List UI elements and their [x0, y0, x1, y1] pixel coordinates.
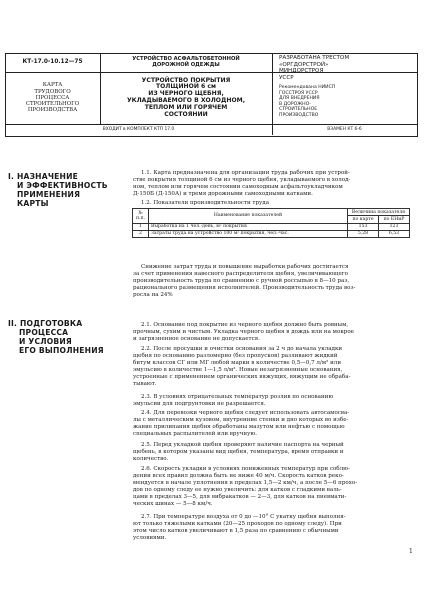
paragraph-2-4 [133, 410, 408, 438]
th-number: № п.п. [133, 209, 149, 224]
main-title-line1: УСТРОЙСТВО ПОКРЫТИЯ [141, 76, 231, 84]
replaces-card-text: ВЗАМЕН КТ 6-6 [327, 126, 362, 132]
main-title-line5: ТЕПЛОМ ИЛИ ГОРЯЧЕМ [144, 103, 228, 111]
p27-line1: 2.7. При температуре воздуха от 0 до —10° С укатку щебня выполня- [141, 514, 346, 520]
p27-line2: ют только тяжелыми катками (20—25 проходов по одному следу). При [133, 521, 342, 528]
paragraph-2-1 [133, 322, 408, 343]
p12-line1: 1.2. Показатели производительности труда [141, 200, 270, 206]
section1-title [8, 173, 128, 209]
row2-card: 5,28 [348, 230, 379, 237]
paragraph-2-3 [133, 394, 408, 408]
row1-number: 1 [133, 223, 149, 230]
paragraph-1-1 [133, 170, 408, 198]
card-type-line4: СТРОИТЕЛЬНОГО [25, 101, 80, 108]
card-type [5, 72, 100, 124]
row1-name: Выработка на 1 чел.-день, м² покрытия [149, 223, 348, 230]
main-title [100, 72, 272, 124]
p26-line1: 2.6. Скорость укладки в условиях пониженных температур при соблю- [141, 466, 350, 472]
included-in-set-text: ВХОДИТ в КОМПЛЕКТ КТП 17.0 [102, 126, 175, 132]
developer-info [279, 55, 414, 82]
row2-number: 2 [133, 230, 149, 237]
p25-line1: 2.5. Перед укладкой щебня проверяют наличие паспорта на черный [141, 442, 344, 448]
p24-line3: жание прилипания щебня обработаны мазутом или нефтью с помощью [133, 424, 345, 431]
table-header-row [133, 209, 410, 216]
table-row [133, 223, 410, 230]
table-row [133, 230, 410, 237]
card-type-line1: КАРТА [42, 82, 63, 89]
section1-title-line2: И ЭФФЕКТИВНОСТЬ [17, 180, 108, 190]
section2-title [8, 320, 128, 356]
developer-line1: РАЗРАБОТАНА ТРЕСТОМ [279, 55, 350, 61]
p22-line1: 2.2. После просушки и очистки основания за 2 ч до начала укладки [141, 346, 343, 352]
paragraph-2-2 [133, 346, 408, 389]
paragraph-2-5 [133, 442, 408, 463]
p13-line2: за счет применения навесного распределителя щебня, увеличивающего [133, 271, 348, 278]
p23-line2: эмульсии для подгрунтовки не разрешается. [133, 401, 266, 408]
recommended-line3: ДЛЯ ВНЕДРЕНИЯ [279, 96, 320, 101]
p24-line2: лы с металлическим кузовом, внутренние стенки и дно которых во избе- [133, 417, 349, 424]
card-type-line2: ТРУДОВОГО [34, 88, 71, 95]
p21-line3: и загрязненное основание не допускается. [133, 336, 260, 343]
paragraph-1-2 [133, 200, 408, 207]
title-top [100, 53, 272, 72]
p11-line2: стве покрытия толщиной 6 см из черного щебня, укладываемого в холод- [133, 177, 351, 184]
section1-title-line3: ПРИМЕНЕНИЯ [17, 189, 81, 199]
section1-title-line4: КАРТЫ [17, 198, 49, 208]
p22-line5: устроенные с применением органических вяжущих, вяжущим не обраба- [133, 374, 351, 381]
th-value: Величина показателя [348, 209, 410, 216]
p26-line3: мендуется в начале уплотнения в пределах 1,5—2 км/ч, а после 5—6 прохо- [133, 480, 358, 487]
developer-line2: «ОРГДОРСТРОЙ» [279, 61, 329, 68]
title-top-line1: УСТРОЙСТВО АСФАЛЬТОБЕТОННОЙ [132, 55, 240, 62]
p27-line4: условиями. [133, 535, 167, 542]
p25-line3: количество. [133, 456, 169, 463]
section2-title-line1: II. ПОДГОТОВКА [8, 319, 83, 328]
p24-line1: 2.4. Для перевозки черного щебня следует использовать автосамосва- [141, 410, 350, 416]
page-number: 1 [409, 548, 413, 555]
p22-line4: эмульсию в количестве 1—1,5 л/м². Новые незагрязненные основания, [133, 367, 343, 374]
recommended-line1: Рекомендована НИИСП [279, 85, 336, 90]
p21-line2: прочным, сухим и чистым. Укладка черного щебня в дождь или на мокрое [133, 329, 354, 336]
p11-line1: 1.1. Карта предназначена для организации труда рабочих при устрой- [141, 170, 350, 176]
paragraph-efficiency [133, 264, 408, 299]
p11-line4: Д-150Б (Д-150А) и тремя дорожными самоходными катками. [133, 191, 313, 198]
section2-title-line2: ПРОЦЕССА [19, 327, 69, 337]
p11-line3: ном, теплом или горячем состоянии самоходным асфальтоукладчиком [133, 184, 343, 191]
p26-line6: ческих шинах — 5—8 км/ч. [133, 501, 213, 508]
card-type-line5: ПРОИЗВОДСТВА [27, 107, 78, 114]
section2-title-line3: И УСЛОВИЯ [19, 336, 72, 346]
recommended-line2: ГОССТРОЯ УССР [279, 90, 318, 96]
p22-line6: тывают. [133, 381, 157, 388]
p13-line1: Снижение затрат труда и повышение выработки рабочих достигается [141, 264, 349, 270]
section1-title-line1: I. НАЗНАЧЕНИЕ [8, 172, 79, 181]
included-in-set [5, 124, 272, 135]
p13-line4: рационального размещения исполнителей. Производительность труда воз- [133, 285, 356, 292]
recommended-line6: ПРОИЗВОДСТВО [279, 112, 319, 118]
row1-enir: 123 [379, 223, 410, 230]
th-card: по карте [348, 216, 379, 223]
row2-enir: 6,53 [379, 230, 410, 237]
recommended-line4: В ДОРОЖНО- [279, 101, 311, 107]
title-top-line2: ДОРОЖНОЙ ОДЕЖДЫ [152, 61, 220, 68]
main-title-line4: УКЛАДЫВАЕМОГО В ХОЛОДНОМ, [126, 97, 246, 104]
p25-line2: щебень, в котором указаны вид щебня, температура, время отправки и [133, 449, 344, 456]
th-enir: по ЕНиР [379, 216, 410, 223]
card-code-text: КТ-17.0-10.12—75 [22, 59, 83, 66]
p26-line4: дов по одному следу ее нужно увеличить: для катков с гладкими валь- [133, 487, 342, 494]
replaces-card [272, 124, 417, 135]
developer-line4: УССР [279, 75, 294, 82]
productivity-table [132, 208, 410, 238]
p24-line4: специальных распылителей или вручную. [133, 431, 257, 438]
paragraph-2-6 [133, 466, 408, 509]
p13-line3: производительность труда по сравнению с ручной россыпью в 8—10 раз, [133, 278, 350, 285]
th-name: Наименование показателей [149, 209, 348, 224]
p21-line1: 2.1. Основание под покрытие из черного щебня должно быть ровным, [141, 322, 349, 328]
p26-line2: дении всех правил должна быть не ниже 40 м/ч. Скорость катков реко- [133, 473, 344, 480]
card-code [5, 53, 100, 72]
p27-line3: этом число катков увеличивают в 1,5 раза по сравнению с обычными [133, 528, 339, 535]
row2-name: Затраты труда на устройство 100 м² покрытия, чел.-час. [149, 230, 348, 237]
paragraph-2-7 [133, 514, 408, 542]
p22-line3: битум классов СГ или МГ любой марки в количестве 0,5—0,7 л/м² или [133, 360, 342, 367]
recommended-line5: СТРОИТЕЛЬНОЕ [279, 107, 318, 112]
p13-line5: росла на 24% [133, 292, 173, 299]
p26-line5: цами в пределах 3—5, для вибракатков — 2—3, для катков на пневмати- [133, 494, 347, 501]
main-title-line3: ИЗ ЧЕРНОГО ЩЕБНЯ, [148, 90, 224, 98]
developer-line3: МИНДОРСТРОЯ [279, 68, 324, 75]
main-title-line6: СОСТОЯНИИ [164, 110, 208, 118]
header-divider-col2 [272, 53, 273, 135]
recommendation-info [279, 85, 414, 118]
row1-card: 153 [348, 223, 379, 230]
p22-line2: щебня по основанию разломерно (без пропусков) разливают жидкий [133, 353, 338, 360]
main-title-line2: ТОЛЩИНОЙ 6 см [155, 83, 217, 91]
p23-line1: 2.3. В условиях отрицательных температур розлив по основанию [141, 394, 334, 400]
section2-title-line4: ЕГО ВЫПОЛНЕНИЯ [19, 345, 104, 355]
card-type-line3: ПРОЦЕССА [35, 94, 70, 101]
